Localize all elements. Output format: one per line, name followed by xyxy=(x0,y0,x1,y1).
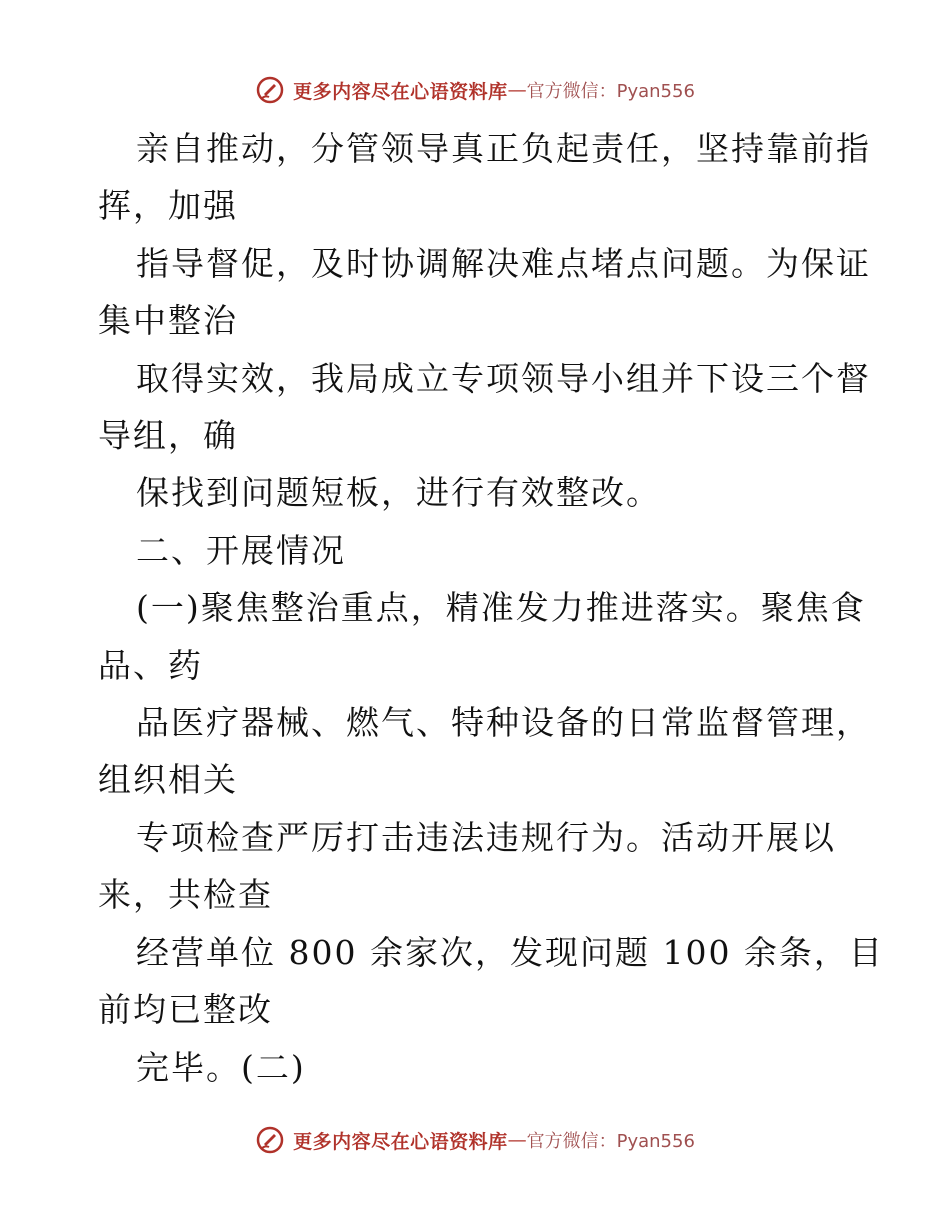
body-line-10: 品、药 xyxy=(98,645,203,685)
footer-separator: — xyxy=(507,1129,527,1151)
header-separator: — xyxy=(507,79,527,101)
body-line-4: 集中整治 xyxy=(98,301,238,341)
footer-site-text: 更多内容尽在心语资料库 xyxy=(293,1130,508,1153)
header-wechat-text: 官方微信：Pyan556 xyxy=(526,81,695,102)
footer-wechat-text: 官方微信：Pyan556 xyxy=(526,1131,695,1152)
body-line-13: 专项检查严厉打击违法违规行为。活动开展以 xyxy=(136,817,836,857)
body-line-15: 经营单位 800 余家次，发现问题 100 余条，目 xyxy=(136,932,884,972)
body-line-11: 品医疗器械、燃气、特种设备的日常监督管理， xyxy=(136,703,871,743)
body-line-9: (一)聚焦整治重点，精准发力推进落实。聚焦食 xyxy=(136,588,866,628)
body-line-17: 完毕。(二) xyxy=(136,1047,306,1087)
body-line-12: 组织相关 xyxy=(98,760,238,800)
header-watermark-banner xyxy=(0,70,950,110)
body-line-2: 挥，加强 xyxy=(98,186,238,226)
header-site-text: 更多内容尽在心语资料库 xyxy=(293,80,508,103)
body-line-1: 亲自推动，分管领导真正负起责任，坚持靠前指 xyxy=(136,129,871,168)
body-line-16: 前均已整改 xyxy=(98,990,273,1030)
body-line-6: 导组，确 xyxy=(98,416,238,456)
section-heading: 二、开展情况 xyxy=(136,530,346,570)
brand-logo-icon xyxy=(255,75,285,105)
body-line-14: 来，共检查 xyxy=(98,875,273,915)
body-line-3: 指导督促，及时协调解决难点堵点问题。为保证 xyxy=(136,243,871,283)
brand-logo-icon xyxy=(255,1125,285,1155)
document-body xyxy=(98,120,884,1096)
body-line-5: 取得实效，我局成立专项领导小组并下设三个督 xyxy=(136,358,871,398)
body-line-7: 保找到问题短板，进行有效整改。 xyxy=(136,473,661,513)
footer-watermark-banner xyxy=(0,1120,950,1160)
